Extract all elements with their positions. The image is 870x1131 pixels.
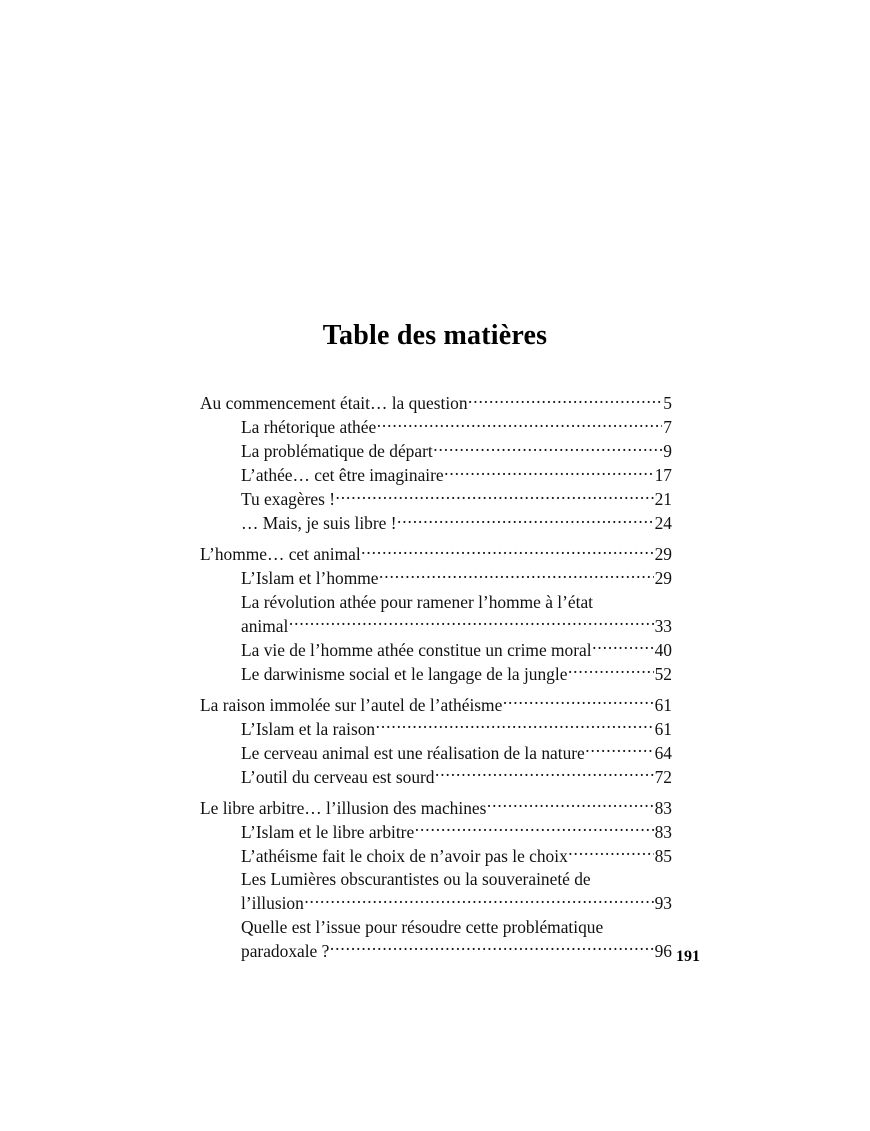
toc-entry-leader-row (241, 844, 672, 868)
toc-entry-page-number: 93 (654, 893, 672, 914)
toc-leader-dots (361, 543, 653, 560)
toc-entry[interactable] (241, 591, 672, 639)
toc-entry[interactable] (241, 416, 672, 440)
toc-entry-leader-row (241, 440, 672, 464)
toc-entry-label: L’homme… cet animal (200, 544, 361, 565)
toc-entry-label: Le darwinisme social et le langage de la jungle (241, 663, 568, 684)
toc-entry-leader-row (241, 416, 672, 440)
toc-entry-leader-row (200, 543, 672, 567)
toc-leader-dots (379, 567, 654, 584)
toc-entry[interactable] (241, 488, 672, 512)
toc-entry-label: La raison immolée sur l’autel de l’athéisme (200, 694, 503, 715)
toc-entry-label: La rhétorique athée (241, 417, 377, 438)
toc-entry-page-number: 72 (654, 766, 672, 787)
toc-entry-leader-row (241, 464, 672, 488)
toc-entry[interactable] (241, 717, 672, 741)
toc-entry-leader-row (241, 567, 672, 591)
toc-entry-leader-row (241, 820, 672, 844)
toc-entry-page-number: 83 (654, 821, 672, 842)
toc-entry[interactable] (200, 789, 672, 820)
toc-entry-leader-row (241, 717, 672, 741)
toc-entry-page-number: 52 (654, 663, 672, 684)
toc-entry-leader-row (241, 765, 672, 789)
toc-entry-label: La problématique de départ (241, 441, 433, 462)
toc-entry[interactable] (241, 868, 672, 916)
toc-leader-dots (444, 464, 653, 481)
page-folio-number: 191 (676, 948, 700, 965)
toc-leader-dots (585, 741, 653, 758)
toc-entry[interactable] (241, 512, 672, 536)
toc-entry-page-number: 9 (663, 441, 672, 462)
toc-entry[interactable] (200, 392, 672, 416)
toc-entry-page-number: 96 (654, 940, 672, 961)
toc-entry-label: Le libre arbitre… l’illusion des machines (200, 797, 487, 818)
toc-entry-label: La vie de l’homme athée constitue un crime moral (241, 639, 592, 660)
toc-entry[interactable] (241, 662, 672, 686)
toc-entry[interactable] (241, 844, 672, 868)
toc-entry-leader-row (200, 693, 672, 717)
toc-entry-page-number: 40 (654, 639, 672, 660)
toc-entry-page-number: 83 (654, 797, 672, 818)
toc-entry-leader-row (241, 512, 672, 536)
page-title: Table des matières (322, 320, 548, 351)
toc-entry-label: Le cerveau animal est une réalisation de la nature (241, 742, 585, 763)
toc-entry-leader-row (241, 662, 672, 686)
toc-leader-dots (568, 662, 654, 679)
toc-leader-dots (435, 765, 654, 782)
toc-entry-page-number: 64 (654, 742, 672, 763)
toc-leader-dots (376, 717, 654, 734)
toc-entry-leader-row (241, 614, 672, 638)
toc-entry[interactable] (241, 638, 672, 662)
toc-entry-leader-row (241, 488, 672, 512)
toc-leader-dots (468, 392, 662, 409)
toc-entry-label: L’athéisme fait le choix de n’avoir pas le choix (241, 845, 568, 866)
toc-entry-page-number: 7 (663, 417, 672, 438)
toc-entry-label: Les Lumières obscurantistes ou la souveraineté de (241, 869, 591, 890)
toc-entry-label-continued: animal (241, 615, 289, 636)
toc-leader-dots (433, 440, 662, 457)
toc-entry-page-number: 17 (654, 465, 672, 486)
toc-leader-dots (397, 512, 654, 529)
toc-entry-label: La révolution athée pour ramener l’homme à l’état (241, 591, 594, 612)
toc-entry-page-number: 29 (654, 544, 672, 565)
toc-entry-label-continued: l’illusion (241, 893, 304, 914)
toc-entry-leader-row (200, 796, 672, 820)
toc-entry[interactable] (241, 440, 672, 464)
toc-entry-label: Tu exagères ! (241, 489, 336, 510)
toc-entry[interactable] (241, 741, 672, 765)
toc-entry[interactable] (200, 686, 672, 717)
toc-entry[interactable] (241, 765, 672, 789)
toc-entry-page-number: 5 (663, 393, 672, 414)
toc-leader-dots (503, 693, 654, 710)
toc-leader-dots (568, 844, 653, 861)
toc-entry[interactable] (241, 464, 672, 488)
table-of-contents-list (200, 392, 672, 963)
toc-leader-dots (304, 892, 653, 909)
toc-leader-dots (592, 638, 654, 655)
toc-entry[interactable] (200, 536, 672, 567)
toc-entry-label: L’Islam et l’homme (241, 568, 379, 589)
toc-entry-label: L’outil du cerveau est sourd (241, 766, 435, 787)
toc-entry-leader-row (200, 392, 672, 416)
toc-entry-page-number: 29 (654, 568, 672, 589)
toc-entry-label: … Mais, je suis libre ! (241, 513, 397, 534)
toc-entry-page-number: 85 (654, 845, 672, 866)
toc-entry-leader-row (241, 638, 672, 662)
toc-entry[interactable] (241, 567, 672, 591)
toc-entry-leader-row (241, 892, 672, 916)
toc-leader-dots (487, 796, 654, 813)
toc-entry-leader-row (241, 741, 672, 765)
toc-leader-dots (289, 614, 654, 631)
toc-entry-page-number: 24 (654, 513, 672, 534)
toc-entry-page-number: 21 (654, 489, 672, 510)
toc-leader-dots (336, 488, 654, 505)
toc-entry-label-continued: paradoxale ? (241, 940, 330, 961)
toc-leader-dots (377, 416, 663, 433)
toc-entry[interactable] (241, 820, 672, 844)
toc-entry-label: L’Islam et la raison (241, 718, 376, 739)
toc-entry-label: L’athée… cet être imaginaire (241, 465, 444, 486)
toc-leader-dots (415, 820, 654, 837)
toc-entry-label: Au commencement était… la question (200, 393, 468, 414)
toc-entry-page-number: 61 (654, 694, 672, 715)
toc-entry-page-number: 33 (654, 615, 672, 636)
toc-entry-label: Quelle est l’issue pour résoudre cette problématique (241, 916, 604, 937)
toc-entry-label: L’Islam et le libre arbitre (241, 821, 415, 842)
toc-entry-page-number: 61 (654, 718, 672, 739)
